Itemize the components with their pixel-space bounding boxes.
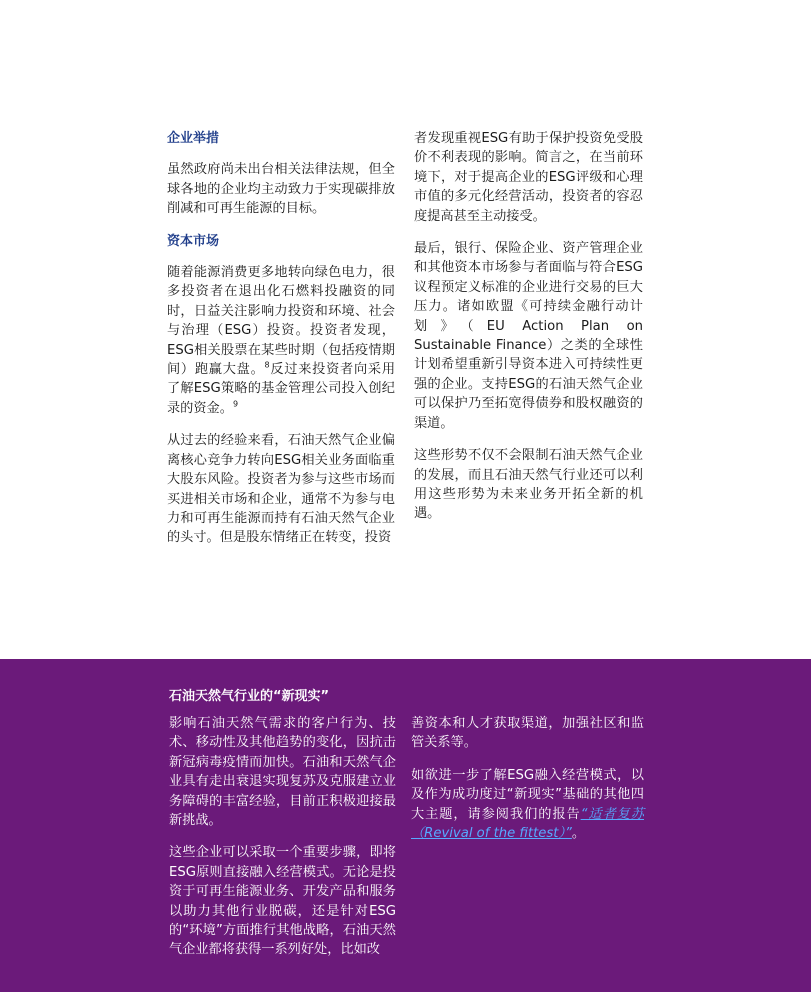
banner-title: 石油天然气行业的“新现实” [169,689,330,704]
banner-left-column [169,714,396,973]
footnote-9[interactable]: 9 [232,399,239,409]
investor-paragraph: 者发现重视ESG有助于保护投资免受股价不利表现的影响。简言之，在当前环境下，对于提高企业的ESG评级和心理市值的多元化经营活动，投资者的容忍度提高甚至主动接受。 [414,131,643,224]
report-intro-text: 如欲进一步了解ESG融入经营模式，以及作为成功度过“新现实”基础的其他四大主题，请参阅我们的报告 [411,767,644,822]
left-column [167,129,395,561]
history-paragraph: 从过去的经验来看，石油天然气企业偏离核心竞争力转向ESG相关业务面临重大股东风险。投资者为参与这些市场而买进相关市场和企业，通常不为参与电力和可再生能源而持有石油天然气企业的头寸。但是股东情绪正在转变，投资 [167,433,395,546]
section-heading-corporate: 企业举措 [167,131,220,146]
footnote-8[interactable]: 8 [264,360,270,370]
pressure-paragraph: 最后，银行、保险企业、资产管理企业和其他资本市场参与者面临与符合ESG议程预定义标准的企业进行交易的巨大压力。诸如欧盟《可持续金融行动计划》（EU Action Plan on Sustainable Finance）之类的全球性计划希望重新引导资本进入可持续性更强的企业。支持ESG的石油天然气企业可以保护乃至拓宽得债券和股权融资的渠道。 [414,241,643,431]
opportunity-paragraph: 这些形势不仅不会限制石油天然气企业的发展，而且石油天然气行业还可以利用这些形势为未来业务开拓全新的机遇。 [414,448,643,522]
corporate-paragraph: 虽然政府尚未出台相关法律法规，但全球各地的企业均主动致力于实现碳排放削减和可再生能源的目标。 [167,162,395,217]
new-reality-banner [0,659,811,992]
capital-markets-paragraph [167,263,395,418]
capital-markets-text-a: 随着能源消费更多地转向绿色电力，很多投资者在退出化石燃料投融资的同时，日益关注影响力投资和环境、社会与治理（ESG）投资。投资者发现，ESG相关股票在某些时期（包括疫情期间）跑赢大盘。 [167,265,395,378]
right-column [414,129,643,537]
banner-paragraph-report [411,766,644,844]
section-heading-capital-markets: 资本市场 [167,233,220,249]
banner-paragraph-continued: 善资本和人才获取渠道，加强社区和监管关系等。 [411,716,644,751]
report-link[interactable]: “适者复苏（Revival of the fittest）” [411,806,644,842]
banner-right-column [411,714,644,856]
capital-markets-text-b: 反过来投资者向采用了解ESG策略的基金管理公司投入创纪录的资金。 [167,362,396,416]
report-end-text: 。 [571,826,586,842]
banner-paragraph-trends: 影响石油天然气需求的客户行为、技术、移动性及其他趋势的变化，因抗击新冠病毒疫情而加快。石油和天然气企业具有走出衰退实现复苏及克服建立业务障碍的丰富经验，目前正积极迎接最新挑战。 [169,716,396,829]
banner-paragraph-esg: 这些企业可以采取一个重要步骤，即将ESG原则直接融入经营模式。无论是投资于可再生能源业务、开发产品和服务以助力其他行业脱碳，还是针对ESG的“环境”方面推行其他战略，石油天然气企业都将获得一系列好处，比如改 [169,845,396,958]
